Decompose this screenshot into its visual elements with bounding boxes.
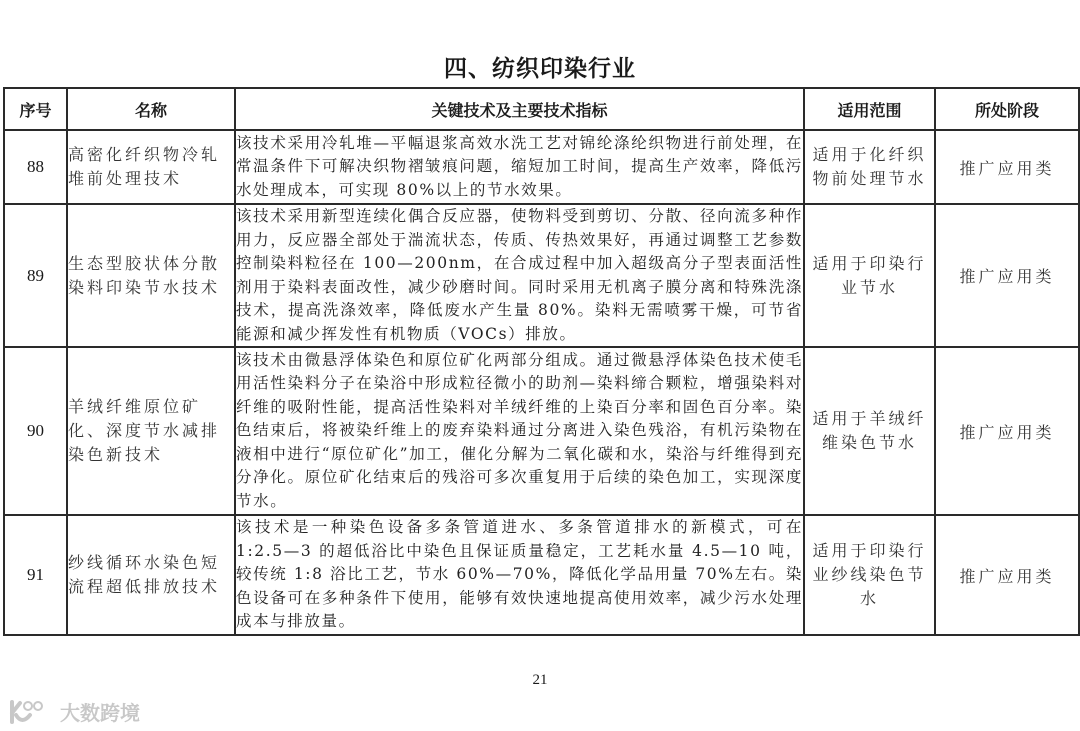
row-stage: 推广应用类	[935, 130, 1079, 204]
page-number: 21	[532, 672, 548, 688]
row-stage: 推广应用类	[935, 204, 1079, 347]
row-desc: 该技术由微悬浮体染色和原位矿化两部分组成。通过微悬浮体染色技术使毛用活性染料分子在染浴中形成粒径微小的助剂—染料缔合颗粒，增强染料对纤维的吸附性能，提高活性染料对羊绒纤维的上染百分率和固色百分率。染色结束后，将被染纤维上的废弃染料通过分离进入染色残浴，有机污染物在液相中进行“原位矿化”加工，催化分解为二氧化碳和水，染浴与纤维得到充分净化。原位矿化结束后的残浴可多次重复用于后续的染色加工，实现深度节水。	[235, 347, 804, 515]
row-scope: 适用于印染行业纱线染色节水	[804, 515, 935, 635]
row-num: 89	[4, 204, 67, 347]
watermark-text: 大数跨境	[60, 701, 140, 725]
header-stage: 所处阶段	[935, 88, 1079, 130]
table-row	[4, 347, 1079, 515]
table-row	[4, 515, 1079, 635]
row-name: 生态型胶状体分散染料印染节水技术	[67, 204, 235, 347]
row-scope: 适用于印染行业节水	[804, 204, 935, 347]
row-desc: 该技术是一种染色设备多条管道进水、多条管道排水的新模式，可在 1:2.5—3 的超低浴比中染色且保证质量稳定，工艺耗水量 4.5—10 吨，较传统 1:8 浴比工艺，节水 60%—70%，降低化学品用量 70%左右。染色设备可在多种条件下使用，能够有效快速地提高使用效率，减少污水处理成本与排放量。	[235, 515, 804, 635]
table-row	[4, 204, 1079, 347]
row-desc: 该技术采用新型连续化偶合反应器，使物料受到剪切、分散、径向流多种作用力，反应器全部处于湍流状态，传质、传热效果好，再通过调整工艺参数控制染料粒径在 100—200nm，在合成过程中加入超级高分子型表面活性剂用于染料表面改性，减少砂磨时间。同时采用无机离子膜分离和特殊洗涤技术，提高洗涤效率，降低废水产生量 80%。染料无需喷雾干燥，可节省能源和减少挥发性有机物质（VOCs）排放。	[235, 204, 804, 347]
row-desc: 该技术采用冷轧堆—平幅退浆高效水洗工艺对锦纶涤纶织物进行前处理，在常温条件下可解决织物褶皱痕问题，缩短加工时间，提高生产效率，降低污水处理成本，可实现 80%以上的节水效果。	[235, 130, 804, 204]
table-header-row	[4, 88, 1079, 130]
row-num: 91	[4, 515, 67, 635]
page-title: 四、纺织印染行业	[444, 56, 636, 82]
technology-table	[3, 87, 1080, 636]
watermark	[8, 697, 140, 726]
k100-logo-icon	[8, 699, 54, 725]
row-scope: 适用于化纤织物前处理节水	[804, 130, 935, 204]
header-name: 名称	[67, 88, 235, 130]
row-name: 高密化纤织物冷轧堆前处理技术	[67, 130, 235, 204]
header-desc: 关键技术及主要技术指标	[235, 88, 804, 130]
header-num: 序号	[4, 88, 67, 130]
row-name: 羊绒纤维原位矿化、深度节水减排染色新技术	[67, 347, 235, 515]
row-num: 88	[4, 130, 67, 204]
table-row	[4, 130, 1079, 204]
row-name: 纱线循环水染色短流程超低排放技术	[67, 515, 235, 635]
row-stage: 推广应用类	[935, 347, 1079, 515]
header-scope: 适用范围	[804, 88, 935, 130]
row-scope: 适用于羊绒纤维染色节水	[804, 347, 935, 515]
row-stage: 推广应用类	[935, 515, 1079, 635]
row-num: 90	[4, 347, 67, 515]
